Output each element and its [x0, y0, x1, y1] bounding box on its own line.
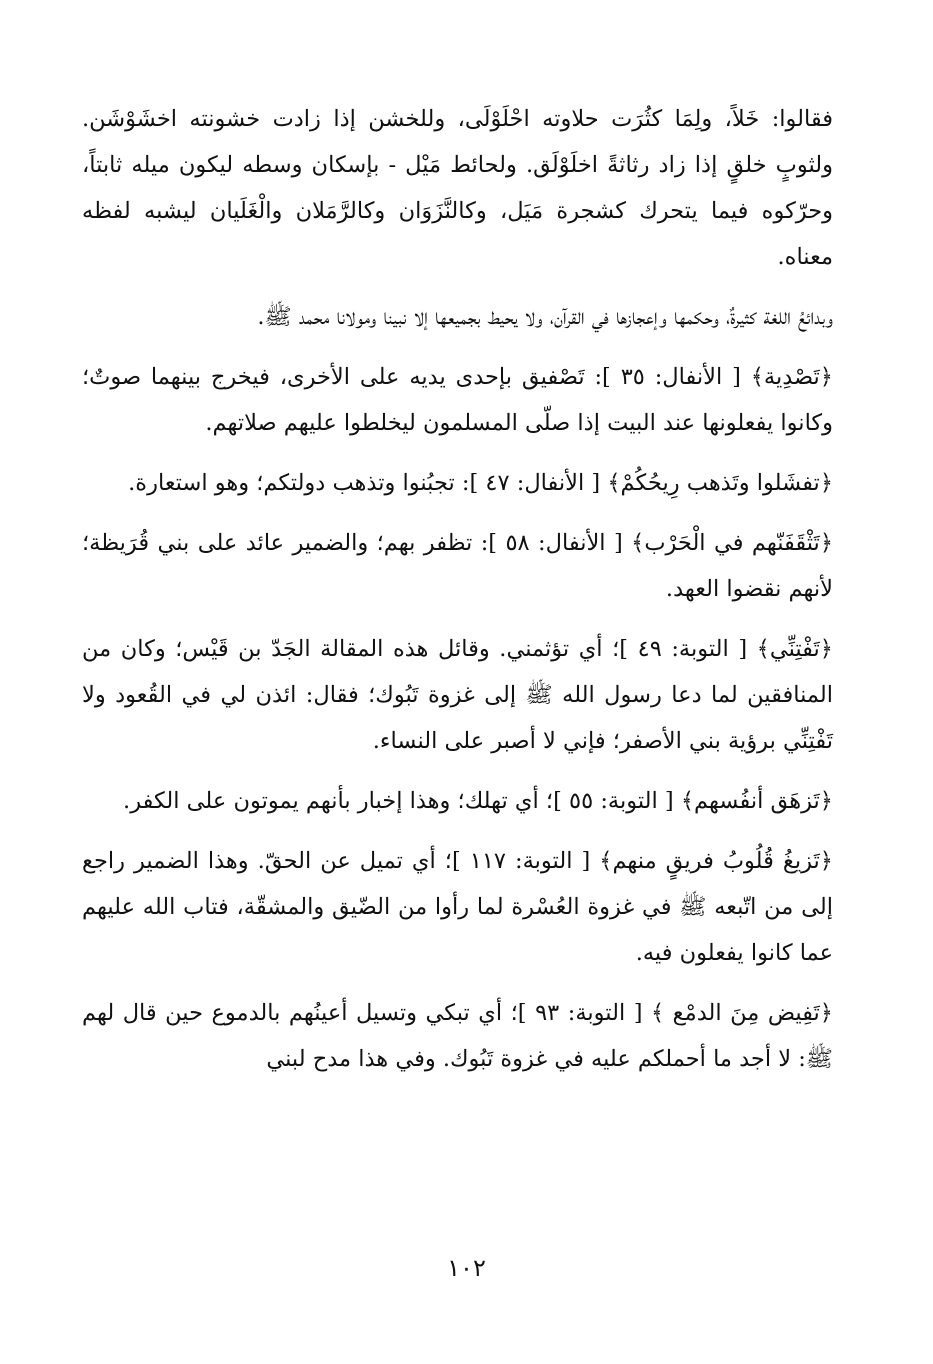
paragraph-tazighu: ﴿تَزيغُ قُلُوبُ فريقٍ منهم﴾ [ التوبة: ١١٧ ]؛ أي تميل عن الحقّ. وهذا الضمير راجع إلى من اتّبعه ﷺ في غزوة العُسْرة لما رأوا من الضّيق والمشقّة، فتاب الله عليهم عما كانوا يفعلون فيه. [82, 848, 833, 966]
body-text [82, 96, 833, 1096]
paragraph-taftinni: ﴿تَفْتِنِّي﴾ [ التوبة: ٤٩ ]؛ أي تؤثمني. وقائل هذه المقالة الجَدّ بن قَيْس؛ وكان من المنافقين لما دعا رسول الله ﷺ إلى غزوة تَبُوك؛ فقال: ائذن لي في القُعود ولا تَفْتِنِّي برؤية بني الأصفر؛ فإني لا أصبر على النساء. [82, 636, 833, 754]
paragraph-tasdiya: ﴿تَصْدِية﴾ [ الأنفال: ٣٥ ]: تَصْفيق بإحدى يديه على الأخرى، فيخرج بينهما صوتٌ؛ وكانوا يفعلونها عند البيت إذا صلّى المسلمون ليخلطوا عليهم صلاتهم. [82, 364, 833, 436]
paragraph-intro-word-forms: فقالوا: خَلاً، ولِمَا كثُرَت حلاوته احْلَوْلَى، وللخشن إذا زادت خشونته اخشَوْشَن. ولثوبٍ خلقٍ إذا زاد رثاثةً اخلَوْلَق. ولحائط مَيْل - بإسكان وسطه ليكون ميله ثابتاً، وحرّكوه فيما يتحرك كشجرة مَيَل، وكالنَّزَوَان وكالرَّمَلان والْغَلَيان ليشبه لفظه معناه. [82, 106, 833, 270]
paragraph-tafshalu: ﴿تفشَلوا وتَذهب رِيحُكُمْ﴾ [ الأنفال: ٤٧ ]: تجبُنوا وتذهب دولتكم؛ وهو استعارة. [128, 470, 833, 496]
paragraph-tathqafannahum: ﴿تَثْقَفَنّهم في الْحَرْب﴾ [ الأنفال: ٥٨ ]: تظفر بهم؛ والضمير عائد على بني قُرَيظة؛ لأنهم نقضوا العهد. [82, 530, 834, 602]
paragraph-language-wonders: وبدائعُ اللغة كثيرةٌ، وحكمها وإعجازها في القرآن، ولا يحيط بجميعها إلا نبينا ومولانا محمد ﷺ. [257, 304, 833, 330]
paragraph-tafidu: ﴿تَفِيض مِنَ الدمْع ﴾ [ التوبة: ٩٣ ]؛ أي تبكي وتسيل أعينُهم بالدموع حين قال لهم ﷺ: لا أجد ما أحملكم عليه في غزوة تَبُوك. وفي هذا مدح لبني [82, 1000, 833, 1072]
page-number: ١٠٢ [447, 1254, 486, 1282]
paragraph-tazhaq: ﴿تَزهَق أنفُسهم﴾ [ التوبة: ٥٥ ]؛ أي تهلك؛ وهذا إخبار بأنهم يموتون على الكفر. [123, 788, 833, 814]
